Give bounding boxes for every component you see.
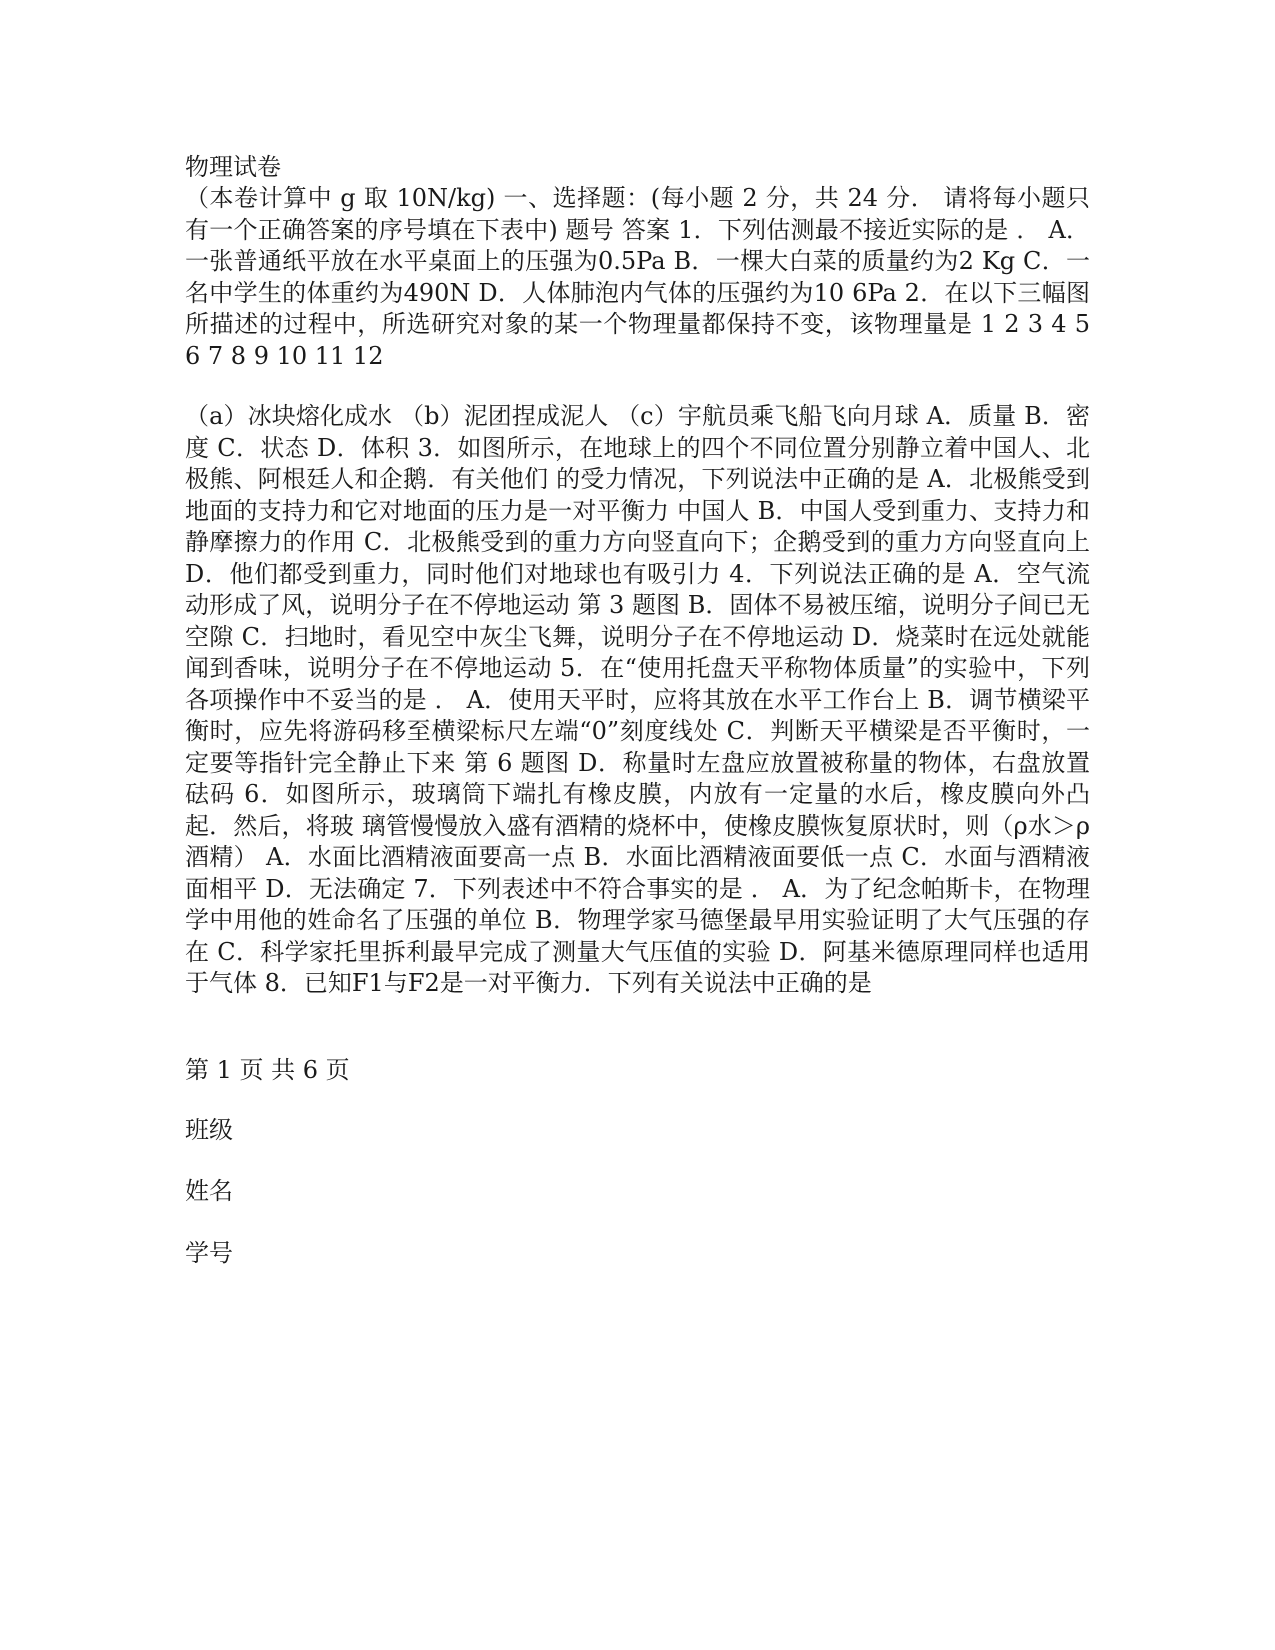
student-id-field-label: 学号 [185, 1239, 233, 1267]
name-field-label: 姓名 [185, 1177, 233, 1205]
question-paragraph-1: （本卷计算中 g 取 10N/kg) 一、选择题：(每小题 2 分，共 24 分． 请将每小题只有一个正确答案的序号填在下表中) 题号 答案 1．下列估测最不接近实际的是 ． A．一张普通纸平放在水平桌面上的压强为0.5Pa B．一棵大白菜的质量约为2 Kg C．一名中学生的体重约为490N D．人体肺泡内气体的压强约为10 6Pa 2．在以下三幅图所描述的过程中，所选研究对象的某一个物理量都保持不变，该物理量是 1 2 3 4 5 6 7 8 9 10 11 12 [185, 184, 1090, 370]
document-title: 物理试卷 [185, 153, 281, 181]
page-footer: 第 1 页 共 6 页 [185, 1056, 350, 1084]
class-field-label: 班级 [185, 1116, 233, 1144]
question-paragraph-2: （a）冰块熔化成水 （b）泥团捏成泥人 （c）宇航员乘飞船飞向月球 A．质量 B．密度 C．状态 D．体积 3．如图所示，在地球上的四个不同位置分别静立着中国人、北极熊、阿根廷人和企鹅．有关他们 的受力情况，下列说法中正确的是 A．北极熊受到地面的支持力和它对地面的压力是一对平衡力 中国人 B．中国人受到重力、支持力和静摩擦力的作用 C．北极熊受到的重力方向竖直向下；企鹅受到的重力方向竖直向上 D．他们都受到重力，同时他们对地球也有吸引力 4．下列说法正确的是 A．空气流动形成了风，说明分子在不停地运动 第 3 题图 B．固体不易被压缩，说明分子间已无空隙 C．扫地时，看见空中灰尘飞舞，说明分子在不停地运动 D．烧菜时在远处就能闻到香味，说明分子在不停地运动 5．在“使用托盘天平称物体质量”的实验中，下列各项操作中不妥当的是 ． A．使用天平时，应将其放在水平工作台上 B．调节横梁平衡时，应先将游码移至横梁标尺左端“0”刻度线处 C．判断天平横梁是否平衡时，一定要等指针完全静止下来 第 6 题图 D．称量时左盘应放置被称量的物体，右盘放置砝码 6．如图所示，玻璃筒下端扎有橡皮膜，内放有一定量的水后，橡皮膜向外凸起．然后，将玻 璃管慢慢放入盛有酒精的烧杯中，使橡皮膜恢复原状时，则（ρ水＞ρ酒精） A．水面比酒精液面要高一点 B．水面比酒精液面要低一点 C．水面与酒精液面相平 D．无法确定 7．下列表述中不符合事实的是 ． A．为了纪念帕斯卡，在物理学中用他的姓命名了压强的单位 B．物理学家马德堡最早用实验证明了大气压强的存在 C．科学家托里拆利最早完成了测量大气压值的实验 D．阿基米德原理同样也适用于气体 8．已知F1与F2是一对平衡力．下列有关说法中正确的是 [185, 402, 1090, 997]
